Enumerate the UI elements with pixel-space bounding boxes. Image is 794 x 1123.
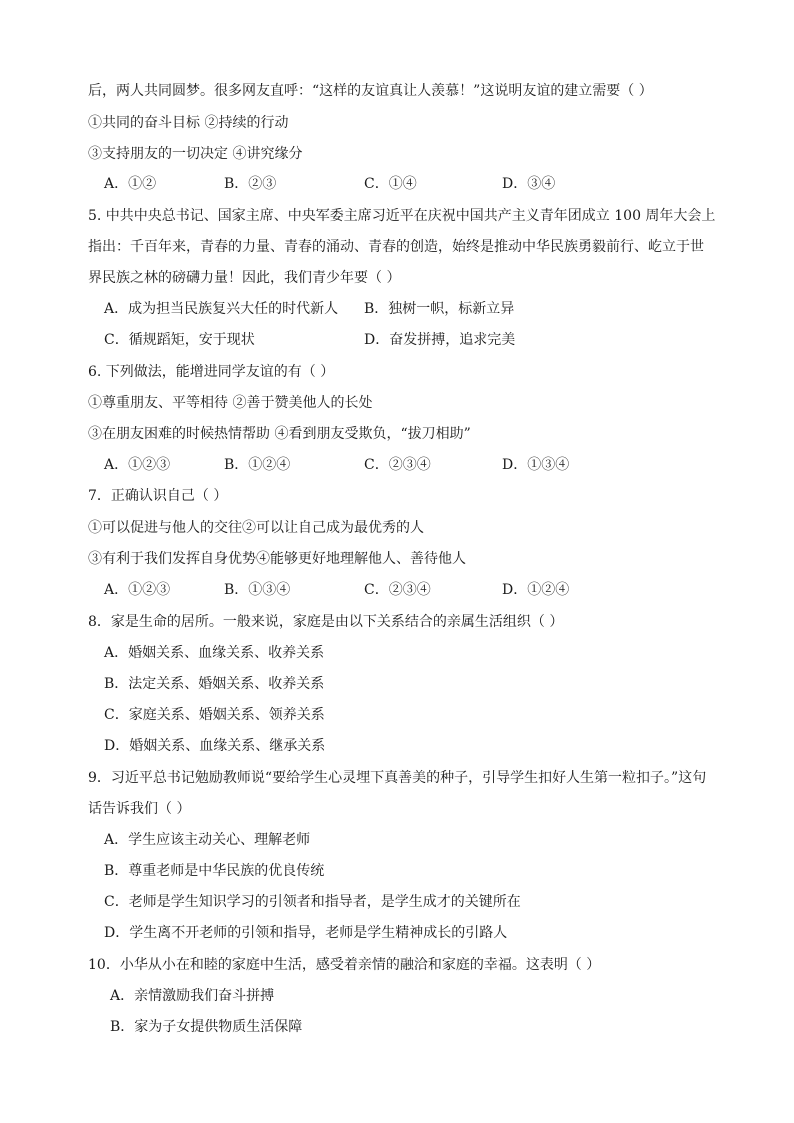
q4-statement-1-2: ①共同的奋斗目标 ②持续的行动 — [88, 115, 289, 131]
q9-option-a[interactable]: A．学生应该主动关心、理解老师 — [104, 832, 311, 848]
q6-statement-3-4: ③在朋友困难的时候热情帮助 ④看到朋友受欺负，“拔刀相助” — [88, 426, 471, 442]
q5-options-row-2 — [104, 330, 744, 350]
q7-stem: 7．正确认识自己（ ） — [88, 488, 228, 504]
q8-option-a[interactable]: A．婚姻关系、血缘关系、收养关系 — [104, 645, 325, 661]
q6-options — [104, 455, 744, 475]
q9-stem-line-2: 话告诉我们（ ） — [88, 801, 191, 817]
q7-option-a[interactable]: A．①②③ — [104, 582, 171, 598]
q5-option-a[interactable]: A．成为担当民族复兴大任的时代新人 — [104, 301, 339, 317]
q4-stem-tail: 后，两人共同圆梦。很多网友直呼：“这样的友谊真让人羡慕！”这说明友谊的建立需要（ ） — [88, 83, 653, 99]
q5-option-b[interactable]: B．独树一帜，标新立异 — [364, 301, 515, 317]
q10-option-a[interactable]: A．亲情激励我们奋斗拼搏 — [110, 988, 275, 1004]
q6-option-d[interactable]: D．①③④ — [502, 457, 570, 473]
q8-option-d[interactable]: D．婚姻关系、血缘关系、继承关系 — [104, 738, 326, 754]
q7-statement-3-4: ③有利于我们发挥自身优势④能够更好地理解他人、善待他人 — [88, 551, 466, 567]
q6-option-c[interactable]: C．②③④ — [364, 457, 431, 473]
q8-option-b[interactable]: B．法定关系、婚姻关系、收养关系 — [104, 676, 325, 692]
q10-stem: 10．小华从小在和睦的家庭中生活，感受着亲情的融洽和家庭的幸福。这表明（ ） — [88, 957, 601, 973]
q7-options — [104, 580, 744, 600]
q5-options-row-1 — [104, 299, 744, 319]
q7-statement-1-2: ①可以促进与他人的交往②可以让自己成为最优秀的人 — [88, 520, 424, 536]
q6-option-a[interactable]: A．①②③ — [104, 457, 171, 473]
q5-stem-line-2: 指出：千百年来，青春的力量、青春的涌动、青春的创造，始终是推动中华民族勇毅前行、屹立于世 — [88, 239, 704, 255]
q9-stem-line-1: 9．习近平总书记勉励教师说“要给学生心灵埋下真善美的种子，引导学生扣好人生第一粒扣子。”这句 — [88, 770, 707, 786]
q4-statement-3-4: ③支持朋友的一切决定 ④讲究缘分 — [88, 146, 303, 162]
q5-stem-line-1: 5. 中共中央总书记、国家主席、中央军委主席习近平在庆祝中国共产主义青年团成立 100 周年大会上 — [88, 208, 716, 224]
q5-option-c[interactable]: C．循规蹈矩，安于现状 — [104, 332, 255, 348]
q8-stem: 8．家是生命的居所。一般来说，家庭是由以下关系结合的亲属生活组织（ ） — [88, 614, 564, 630]
q4-option-a[interactable]: A．①② — [104, 176, 157, 192]
q4-option-b[interactable]: B．②③ — [224, 176, 277, 192]
q6-statement-1-2: ①尊重朋友、平等相待 ②善于赞美他人的长处 — [88, 395, 373, 411]
q5-stem-line-3: 界民族之林的磅礴力量！因此，我们青少年要（ ） — [88, 270, 401, 286]
q9-option-d[interactable]: D．学生离不开老师的引领和指导，老师是学生精神成长的引路人 — [104, 925, 508, 941]
q6-option-b[interactable]: B．①②④ — [224, 457, 291, 473]
q4-option-d[interactable]: D．③④ — [502, 176, 556, 192]
q8-option-c[interactable]: C．家庭关系、婚姻关系、领养关系 — [104, 707, 325, 723]
q7-option-d[interactable]: D．①②④ — [502, 582, 570, 598]
q7-option-c[interactable]: C．②③④ — [364, 582, 431, 598]
q6-stem: 6. 下列做法，能增进同学友谊的有（ ） — [88, 364, 335, 380]
q4-option-c[interactable]: C．①④ — [364, 176, 417, 192]
q10-option-b[interactable]: B．家为子女提供物质生活保障 — [110, 1019, 303, 1035]
q9-option-b[interactable]: B．尊重老师是中华民族的优良传统 — [104, 863, 325, 879]
q4-options — [104, 174, 744, 194]
q5-option-d[interactable]: D．奋发拼搏，追求完美 — [364, 332, 516, 348]
q7-option-b[interactable]: B．①③④ — [224, 582, 291, 598]
q9-option-c[interactable]: C．老师是学生知识学习的引领者和指导者，是学生成才的关键所在 — [104, 894, 521, 910]
